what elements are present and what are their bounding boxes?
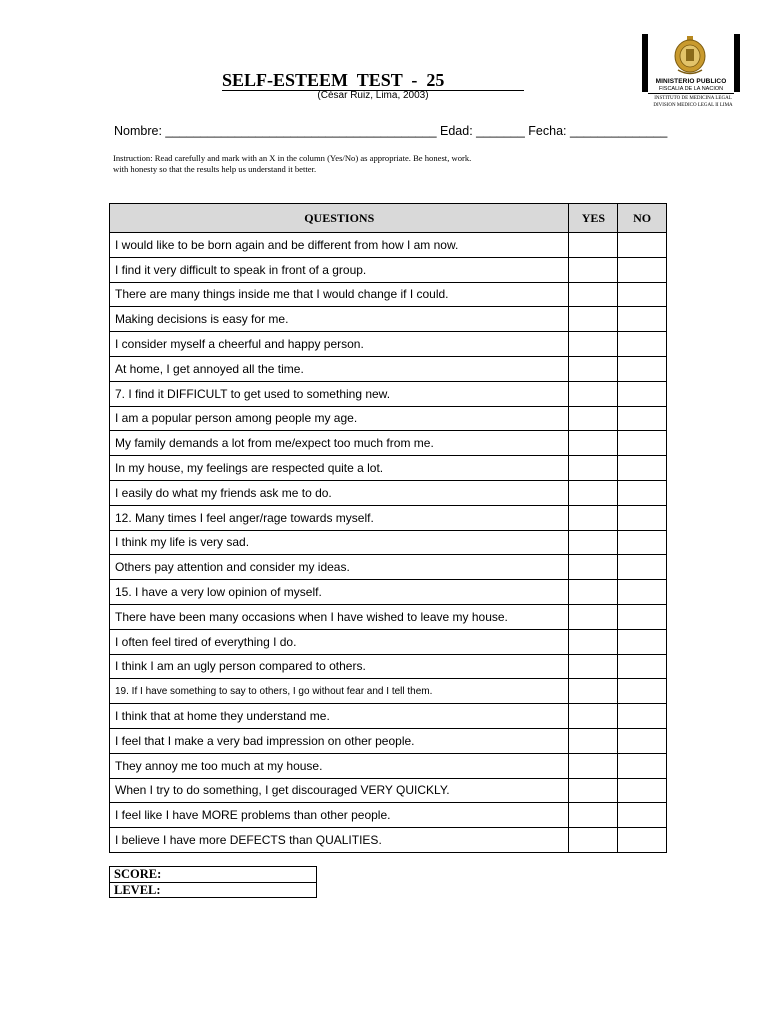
yes-answer-cell[interactable] [569, 282, 618, 307]
no-answer-cell[interactable] [618, 629, 667, 654]
yes-answer-cell[interactable] [569, 704, 618, 729]
question-row [110, 629, 667, 654]
no-answer-cell[interactable] [618, 778, 667, 803]
no-answer-cell[interactable] [618, 555, 667, 580]
question-row [110, 778, 667, 803]
logo-line-4: DIVISION MEDICO LEGAL II LIMA [653, 103, 733, 108]
no-answer-cell[interactable] [618, 282, 667, 307]
question-text: There are many things inside me that I would change if I could. [110, 282, 569, 307]
instructions [113, 153, 543, 175]
no-answer-cell[interactable] [618, 580, 667, 605]
questions-header: QUESTIONS [110, 204, 569, 233]
level-field[interactable]: LEVEL: [110, 882, 317, 898]
yes-answer-cell[interactable] [569, 555, 618, 580]
yes-answer-cell[interactable] [569, 679, 618, 704]
question-text: Making decisions is easy for me. [110, 307, 569, 332]
yes-answer-cell[interactable] [569, 728, 618, 753]
question-text: 19. If I have something to say to others, I go without fear and I tell them. [110, 679, 569, 704]
question-text: I am a popular person among people my age. [110, 406, 569, 431]
yes-answer-cell[interactable] [569, 381, 618, 406]
yes-answer-cell[interactable] [569, 629, 618, 654]
no-answer-cell[interactable] [618, 505, 667, 530]
no-answer-cell[interactable] [618, 679, 667, 704]
question-row [110, 555, 667, 580]
question-row [110, 728, 667, 753]
yes-answer-cell[interactable] [569, 307, 618, 332]
edad-label: Edad: [436, 124, 477, 138]
question-row [110, 530, 667, 555]
question-text: I feel that I make a very bad impression on other people. [110, 728, 569, 753]
no-answer-cell[interactable] [618, 456, 667, 481]
yes-answer-cell[interactable] [569, 257, 618, 282]
page-title: SELF-ESTEEM TEST - 25 [222, 70, 524, 91]
question-row [110, 431, 667, 456]
yes-answer-cell[interactable] [569, 480, 618, 505]
question-text: There have been many occasions when I have wished to leave my house. [110, 604, 569, 629]
question-text: Others pay attention and consider my ideas. [110, 555, 569, 580]
question-row [110, 753, 667, 778]
question-text: My family demands a lot from me/expect too much from me. [110, 431, 569, 456]
question-row [110, 580, 667, 605]
question-row [110, 803, 667, 828]
question-row [110, 704, 667, 729]
question-row [110, 282, 667, 307]
yes-answer-cell[interactable] [569, 456, 618, 481]
no-header: NO [618, 204, 667, 233]
personal-info-fields [114, 124, 667, 138]
no-answer-cell[interactable] [618, 257, 667, 282]
question-text: They annoy me too much at my house. [110, 753, 569, 778]
question-text: I would like to be born again and be different from how I am now. [110, 233, 569, 258]
score-field[interactable]: SCORE: [110, 867, 317, 883]
no-answer-cell[interactable] [618, 704, 667, 729]
yes-answer-cell[interactable] [569, 778, 618, 803]
question-row [110, 604, 667, 629]
question-text: 12. Many times I feel anger/rage towards myself. [110, 505, 569, 530]
yes-answer-cell[interactable] [569, 505, 618, 530]
yes-header: YES [569, 204, 618, 233]
question-text: I think that at home they understand me. [110, 704, 569, 729]
questions-body [110, 233, 667, 853]
question-text: I believe I have more DEFECTS than QUALITIES. [110, 828, 569, 853]
logo-divider [648, 93, 734, 94]
question-text: 15. I have a very low opinion of myself. [110, 580, 569, 605]
question-row [110, 828, 667, 853]
no-answer-cell[interactable] [618, 728, 667, 753]
crest-icon [672, 36, 708, 76]
question-text: I consider myself a cheerful and happy person. [110, 332, 569, 357]
logo-line-2: FISCALIA DE LA NACION [658, 86, 724, 92]
question-text: 7. I find it DIFFICULT to get used to something new. [110, 381, 569, 406]
no-answer-cell[interactable] [618, 803, 667, 828]
question-text: I easily do what my friends ask me to do. [110, 480, 569, 505]
yes-answer-cell[interactable] [569, 580, 618, 605]
logo-line-1: MINISTERIO PUBLICO [655, 78, 727, 85]
no-answer-cell[interactable] [618, 381, 667, 406]
no-answer-cell[interactable] [618, 233, 667, 258]
no-answer-cell[interactable] [618, 604, 667, 629]
question-text: In my house, my feelings are respected quite a lot. [110, 456, 569, 481]
questions-table [109, 203, 667, 853]
question-row [110, 332, 667, 357]
yes-answer-cell[interactable] [569, 406, 618, 431]
question-text: I feel like I have MORE problems than other people. [110, 803, 569, 828]
question-text: I think my life is very sad. [110, 530, 569, 555]
yes-answer-cell[interactable] [569, 654, 618, 679]
question-text: I think I am an ugly person compared to others. [110, 654, 569, 679]
question-row [110, 233, 667, 258]
logo-right-bar [734, 34, 740, 92]
question-row [110, 356, 667, 381]
logo-line-3: INSTITUTO DE MEDICINA LEGAL [654, 96, 732, 101]
question-row [110, 307, 667, 332]
no-answer-cell[interactable] [618, 406, 667, 431]
no-answer-cell[interactable] [618, 530, 667, 555]
no-answer-cell[interactable] [618, 307, 667, 332]
no-answer-cell[interactable] [618, 332, 667, 357]
edad-field[interactable]: _______ [476, 124, 525, 138]
no-answer-cell[interactable] [618, 356, 667, 381]
yes-answer-cell[interactable] [569, 332, 618, 357]
question-row [110, 257, 667, 282]
question-row [110, 505, 667, 530]
yes-answer-cell[interactable] [569, 803, 618, 828]
no-answer-cell[interactable] [618, 431, 667, 456]
question-row [110, 679, 667, 704]
ministerio-publico-logo [642, 34, 740, 112]
yes-answer-cell[interactable] [569, 233, 618, 258]
question-row [110, 654, 667, 679]
question-row [110, 456, 667, 481]
fecha-label: Fecha: [524, 124, 570, 138]
no-answer-cell[interactable] [618, 753, 667, 778]
yes-answer-cell[interactable] [569, 431, 618, 456]
nombre-field[interactable]: _______________________________________ [165, 124, 437, 138]
yes-answer-cell[interactable] [569, 828, 618, 853]
question-text: I often feel tired of everything I do. [110, 629, 569, 654]
nombre-label: Nombre: [114, 124, 166, 138]
instruction-line: with honesty so that the results help us understand it better. [113, 164, 317, 174]
question-row [110, 480, 667, 505]
yes-answer-cell[interactable] [569, 753, 618, 778]
no-answer-cell[interactable] [618, 828, 667, 853]
no-answer-cell[interactable] [618, 654, 667, 679]
question-text: When I try to do something, I get discouraged VERY QUICKLY. [110, 778, 569, 803]
fecha-field[interactable]: ______________ [570, 124, 668, 138]
question-text: I find it very difficult to speak in front of a group. [110, 257, 569, 282]
yes-answer-cell[interactable] [569, 530, 618, 555]
score-table [109, 866, 317, 898]
no-answer-cell[interactable] [618, 480, 667, 505]
question-text: At home, I get annoyed all the time. [110, 356, 569, 381]
yes-answer-cell[interactable] [569, 356, 618, 381]
page-subtitle: (César Ruiz, Lima, 2003) [317, 90, 429, 101]
instruction-line: Instruction: Read carefully and mark with an X in the column (Yes/No) as appropriate. Be honest, work. [113, 153, 472, 163]
question-row [110, 406, 667, 431]
yes-answer-cell[interactable] [569, 604, 618, 629]
question-row [110, 381, 667, 406]
